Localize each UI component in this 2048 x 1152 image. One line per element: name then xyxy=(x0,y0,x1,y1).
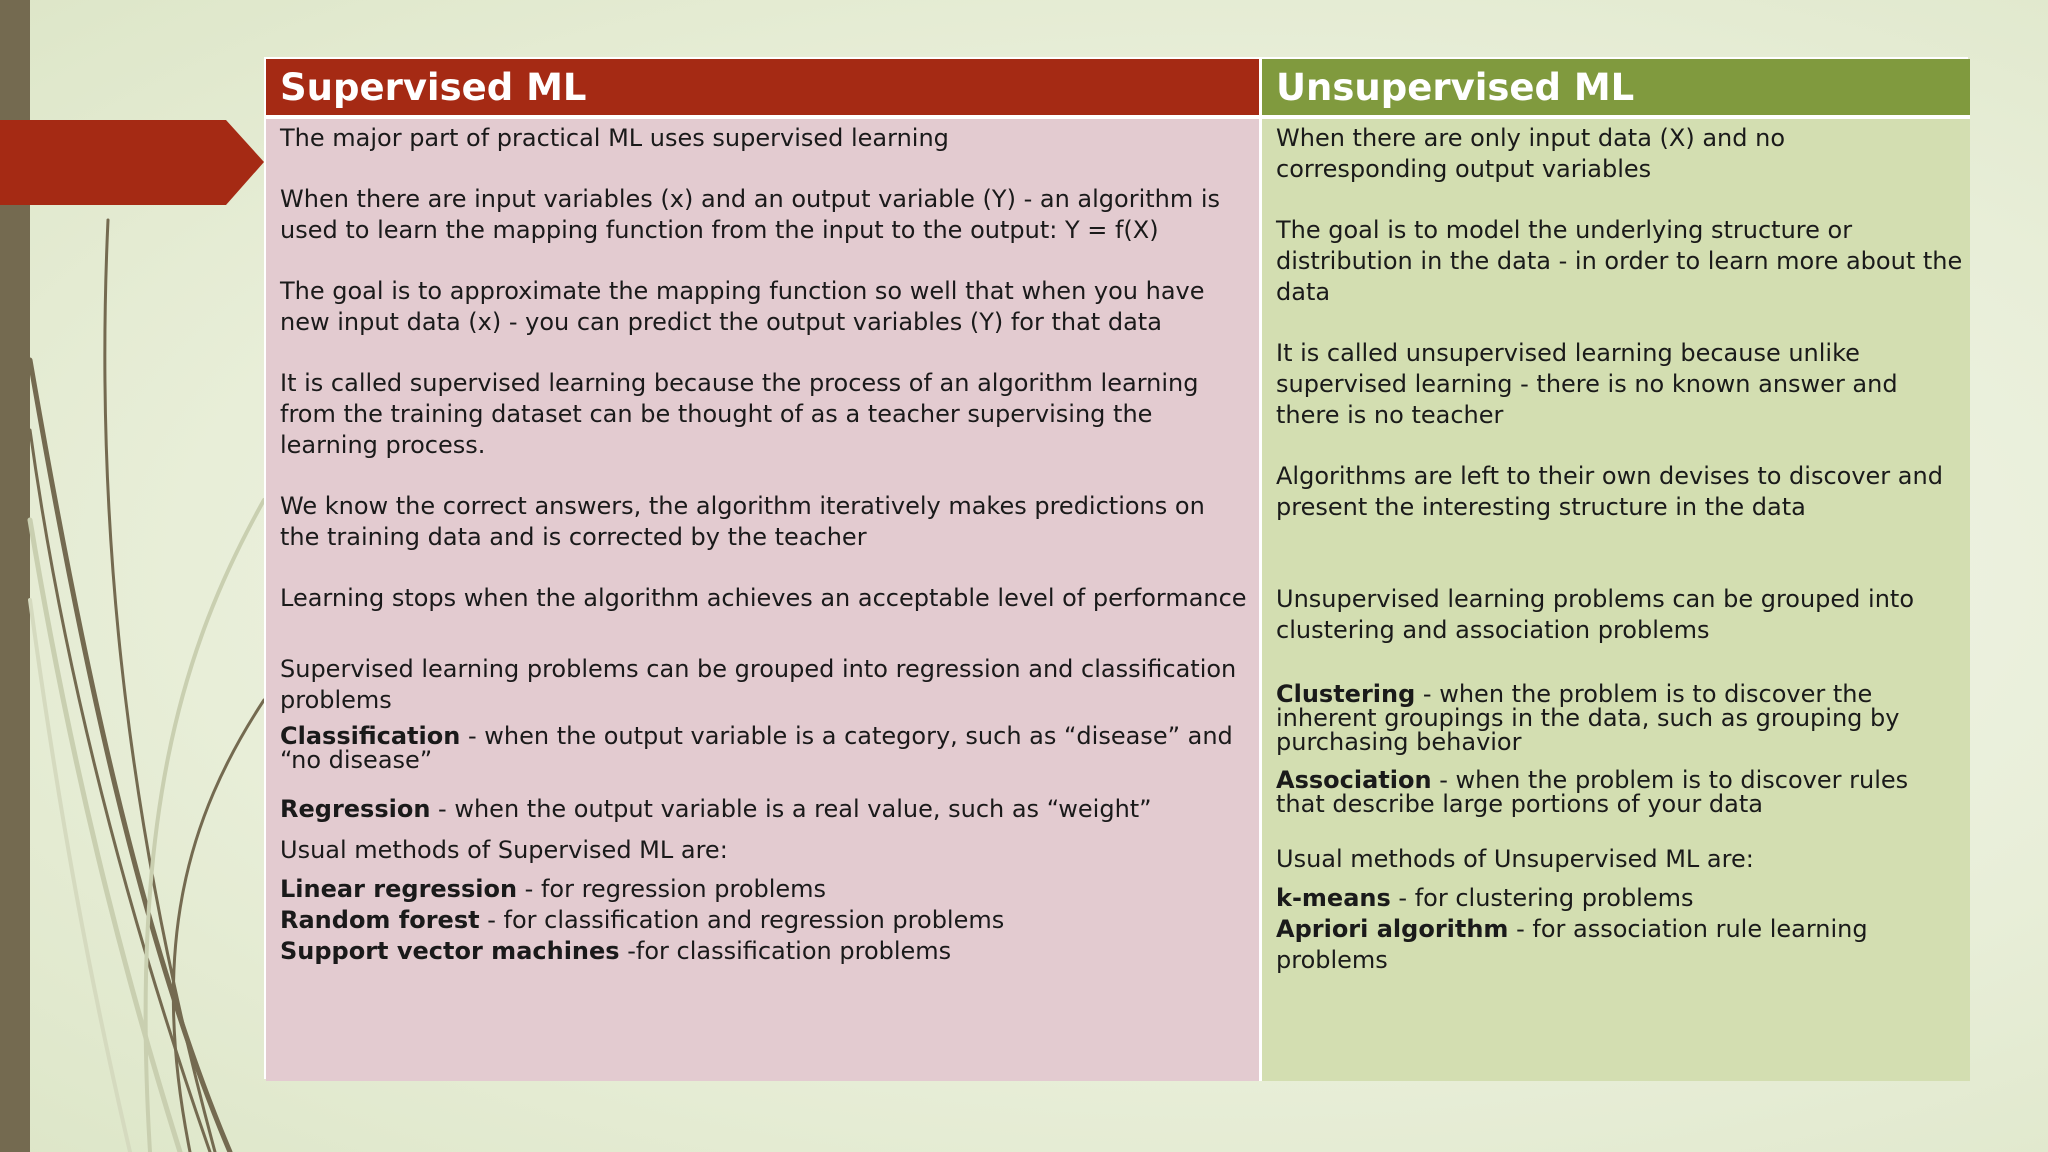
unsupervised-paragraph: When there are only input data (X) and no corresponding output variables xyxy=(1276,124,1786,183)
method-term: Apriori algorithm xyxy=(1276,915,1509,943)
supervised-paragraph: Learning stops when the algorithm achieves an acceptable level of performance xyxy=(280,584,1247,612)
unsupervised-paragraph: The goal is to model the underlying structure or distribution in the data - in order to learn more about the data xyxy=(1276,216,1963,306)
method-term: Support vector machines xyxy=(280,937,620,965)
clustering-term: Clustering xyxy=(1276,680,1416,708)
method-description: - for clustering problems xyxy=(1390,884,1694,912)
clustering-description: - when the problem is to discover the inherent groupings in the data, such as grouping by purchasing behavior xyxy=(1276,680,1900,756)
regression-description: - when the output variable is a real value, such as “weight” xyxy=(430,795,1152,823)
regression-definition xyxy=(280,794,1249,825)
method-description: -for classification problems xyxy=(619,937,952,965)
method-description: - for classification and regression problems xyxy=(479,906,1005,934)
unsupervised-methods-intro: Usual methods of Unsupervised ML are: xyxy=(1276,845,1754,873)
method-term: Random forest xyxy=(280,906,480,934)
supervised-paragraph: We know the correct answers, the algorithm iteratively makes predictions on the training data and is corrected by the teacher xyxy=(280,492,1205,551)
supervised-title: Supervised ML xyxy=(280,65,587,109)
arrow-banner-shape xyxy=(0,120,264,205)
classification-description: - when the output variable is a category, such as “disease” and “no disease” xyxy=(280,722,1233,774)
classification-definition xyxy=(280,724,1249,772)
method-description: - for regression problems xyxy=(517,875,827,903)
supervised-paragraph: When there are input variables (x) and an output variable (Y) - an algorithm is used to learn the mapping function from the input to the output: Y = f(X) xyxy=(280,185,1221,244)
association-definition xyxy=(1276,768,1964,816)
method-item xyxy=(1276,883,1964,914)
unsupervised-paragraph: Unsupervised learning problems can be grouped into clustering and association problems xyxy=(1276,585,1915,644)
classification-term: Classification xyxy=(280,722,461,750)
method-term: Linear regression xyxy=(280,875,518,903)
unsupervised-paragraph: Algorithms are left to their own devises to discover and present the interesting structure in the data xyxy=(1276,462,1943,521)
unsupervised-header xyxy=(1262,59,1970,119)
supervised-header xyxy=(266,59,1262,119)
method-item xyxy=(280,874,1249,905)
regression-term: Regression xyxy=(280,795,431,823)
unsupervised-content xyxy=(1262,119,1970,1081)
decorative-stems xyxy=(30,220,264,1152)
method-description: - for association rule learning problems xyxy=(1276,915,1868,974)
method-term: k-means xyxy=(1276,884,1391,912)
association-term: Association xyxy=(1276,766,1432,794)
supervised-content xyxy=(266,119,1262,1081)
clustering-definition xyxy=(1276,682,1964,754)
supervised-paragraph: The major part of practical ML uses supervised learning xyxy=(280,124,949,152)
supervised-paragraph: It is called supervised learning because the process of an algorithm learning from the training dataset can be thought of as a teacher supervising the learning process. xyxy=(280,369,1199,459)
supervised-methods-intro: Usual methods of Supervised ML are: xyxy=(280,836,728,864)
method-item xyxy=(1276,914,1964,976)
comparison-table xyxy=(264,57,1968,1079)
supervised-paragraph: The goal is to approximate the mapping function so well that when you have new input data (x) - you can predict the output variables (Y) for that data xyxy=(280,277,1205,336)
supervised-paragraph: Supervised learning problems can be grouped into regression and classification problems xyxy=(280,655,1237,714)
method-item xyxy=(280,905,1249,936)
method-item xyxy=(280,936,1249,967)
unsupervised-title: Unsupervised ML xyxy=(1276,65,1635,109)
association-description: - when the problem is to discover rules that describe large portions of your data xyxy=(1276,766,1909,818)
unsupervised-paragraph: It is called unsupervised learning because unlike supervised learning - there is no known answer and there is no teacher xyxy=(1276,339,1898,429)
